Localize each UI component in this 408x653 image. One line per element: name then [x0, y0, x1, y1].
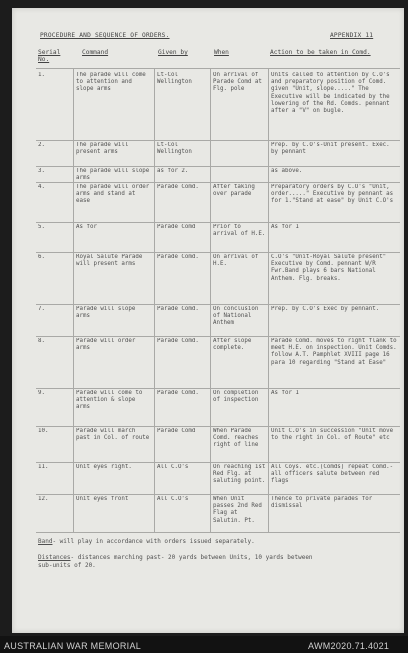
cell-serial: 4.: [38, 184, 45, 190]
cell-command: Parade will order arms: [76, 338, 136, 352]
cell-serial: 3.: [38, 168, 45, 174]
cell-action: Parade Comd. moves to right flank to meet H.E. on inspection. Unit Comds. follow A.T. Pamphlet XVIII page 16 para 10 regarding "Stand at Ease": [271, 338, 397, 366]
cell-given-by: Lt-Col Wellington: [157, 142, 192, 156]
table-rule: [36, 304, 400, 305]
cell-when: On arrival of H.E.: [213, 254, 259, 268]
cell-action: As for 1: [271, 390, 299, 396]
cell-action: All Coys. etc.(Comds) repeat Comd.-all officers salute between red flags: [271, 464, 394, 485]
document-title: PROCEDURE AND SEQUENCE OF ORDERS.: [40, 32, 170, 39]
distances-note: [38, 554, 398, 569]
cell-command: The parade will come to attention and slope arms: [76, 72, 146, 93]
cell-when: Prior to arrival of H.E.: [213, 224, 266, 238]
table-rule: [36, 336, 400, 337]
cell-command: As for: [76, 224, 97, 230]
distances-label: Distances: [38, 554, 71, 561]
cell-serial: 6.: [38, 254, 45, 260]
cell-when: [213, 142, 266, 164]
col-header-command: Command: [82, 49, 109, 56]
cell-serial: 9.: [38, 390, 45, 396]
cell-action: Preparatory orders by C.O's "Unit, order....." Executive by pennant as for 1."Stand at ease" by Unit C.O's: [271, 184, 394, 205]
table-rule: [36, 388, 400, 389]
cell-action: As for 1: [271, 224, 299, 230]
cell-when: When Parade Comd. reaches right of line: [213, 428, 259, 449]
cell-command: Unit eyes front: [76, 496, 129, 502]
cell-command: Royal Salute Parade will present arms: [76, 254, 143, 268]
cell-when: After slope complete.: [213, 338, 252, 352]
cell-action: Unit C.O's in succession "Unit move to the right in Col. of Route" etc: [271, 428, 394, 442]
cell-when: [213, 168, 266, 182]
cell-command: Parade will slope arms: [76, 306, 136, 320]
archive-name: AUSTRALIAN WAR MEMORIAL: [4, 641, 142, 651]
archive-accession-number: AWM2020.71.4021: [308, 641, 390, 651]
band-note: [38, 538, 398, 546]
cell-given-by: Parade Comd.: [157, 338, 199, 344]
cell-given-by: Lt-Col Wellington: [157, 72, 192, 86]
cell-when: On arrival of Parade Comd at Flg. pole: [213, 72, 262, 93]
cell-given-by: Parade Comd.: [157, 306, 199, 312]
table-rule: [36, 140, 400, 141]
band-text: - will play in accordance with orders issued separately.: [52, 538, 255, 545]
col-header-given-by: Given by: [158, 49, 188, 56]
table-rule: [36, 532, 400, 533]
cell-when: On completion of inspection: [213, 390, 259, 404]
appendix-label: APPENDIX 11: [330, 32, 374, 39]
cell-serial: 10.: [38, 428, 49, 434]
cell-action: Thence to private parades for dismissal: [271, 496, 373, 510]
cell-command: Unit eyes right.: [76, 464, 132, 470]
cell-when: On reaching 1st Red Flg. at saluting point.: [213, 464, 266, 485]
col-header-serial: Serial No.: [38, 49, 61, 63]
cell-serial: 8.: [38, 338, 45, 344]
cell-given-by: All C.O's: [157, 496, 189, 502]
table-rule: [36, 462, 400, 463]
cell-when: After taking over parade: [213, 184, 255, 198]
cell-action: Units called to attention by C.O's and preparatory position of Comd. given "Unit, slope....." The Executive will be indicated by the lowering of the Rd. Comds. pennant after a "V" on bugle.: [271, 72, 390, 115]
col-header-when: When: [214, 49, 229, 56]
cell-action: C.O's "Unit-Royal Salute present" Executive by Comd. pennant W/R Fwr.Band plays 6 bars National Anthem. Flg. breaks.: [271, 254, 387, 282]
table-column-rule: [210, 68, 211, 532]
cell-serial: 1.: [38, 72, 45, 78]
cell-given-by: Parade Comd.: [157, 254, 199, 260]
cell-command: The parade will slope arms: [76, 168, 150, 182]
cell-serial: 12.: [38, 496, 49, 502]
cell-given-by: Parade Comd: [157, 224, 196, 230]
band-label: Band: [38, 538, 53, 545]
cell-when: When Unit passes 2nd Red Flag at Salutin. Pt.: [213, 496, 262, 524]
cell-command: Parade will come to attention & slope arms: [76, 390, 143, 411]
cell-action: as above.: [271, 168, 303, 174]
cell-given-by: as for 2.: [157, 168, 189, 174]
cell-command: The parade will order arms and stand at ease: [76, 184, 150, 205]
cell-given-by: Parade Comd.: [157, 390, 199, 396]
table-rule: [36, 252, 400, 253]
cell-serial: 2.: [38, 142, 45, 148]
table-rule: [36, 166, 400, 167]
table-column-rule: [268, 68, 269, 532]
cell-given-by: All C.O's: [157, 464, 189, 470]
cell-command: Parade will march past in Col. of route: [76, 428, 150, 442]
table-rule: [36, 494, 400, 495]
table-column-rule: [154, 68, 155, 532]
table-rule: [36, 182, 400, 183]
col-header-action: Action to be taken in Comd.: [270, 49, 371, 56]
distances-text: - distances marching past- 20 yards between Units, 10 yards between sub-units of 20.: [38, 554, 313, 569]
cell-given-by: Parade Comd.: [157, 184, 199, 190]
table-rule: [36, 222, 400, 223]
cell-serial: 7.: [38, 306, 45, 312]
cell-serial: 11.: [38, 464, 49, 470]
cell-command: The parade will present arms: [76, 142, 129, 156]
cell-given-by: Parade Comd: [157, 428, 196, 434]
table-rule: [36, 68, 400, 69]
cell-action: Prep. by C.O's-Unit present. Exec. by pennant: [271, 142, 390, 156]
cell-serial: 5.: [38, 224, 45, 230]
table-column-rule: [73, 68, 74, 532]
cell-when: On conclusion of National Anthem: [213, 306, 259, 327]
cell-action: Prep. by C.O's Exec by pennant.: [271, 306, 380, 312]
table-rule: [36, 426, 400, 427]
